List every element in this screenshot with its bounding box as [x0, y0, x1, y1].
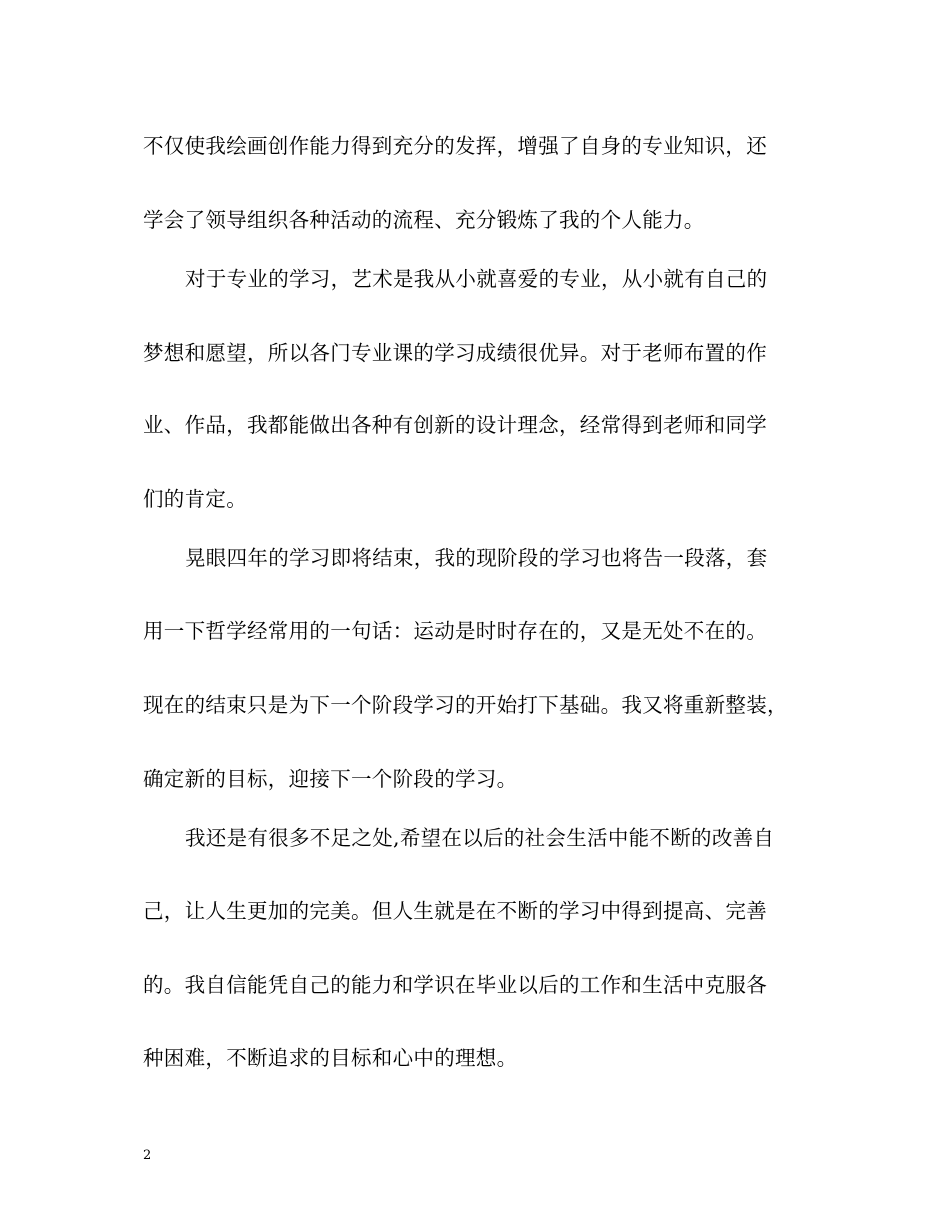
- text-line: 学会了领导组织各种活动的流程、充分锻炼了我的个人能力。: [143, 208, 705, 232]
- text-line: 现在的结束只是为下一个阶段学习的开始打下基础。我又将重新整装，: [143, 693, 788, 717]
- text-line: 己，让人生更加的完美。但人生就是在不断的学习中得到提高、完善: [143, 899, 767, 923]
- text-line: 梦想和愿望，所以各门专业课的学习成绩很优异。对于老师布置的作: [143, 341, 767, 365]
- text-line: 确定新的目标，迎接下一个阶段的学习。: [143, 767, 518, 791]
- text-line: 的。我自信能凭自己的能力和学识在毕业以后的工作和生活中克服各: [143, 973, 767, 997]
- paragraph-first-line: 对于专业的学习，艺术是我从小就喜爱的专业，从小就有自己的: [185, 267, 768, 291]
- text-line: 用一下哲学经常用的一句话：运动是时时存在的，又是无处不在的。: [143, 619, 767, 643]
- page-number: 2: [143, 1148, 152, 1163]
- text-line: 不仅使我绘画创作能力得到充分的发挥，增强了自身的专业知识，还: [143, 134, 767, 158]
- text-line: 业、作品，我都能做出各种有创新的设计理念，经常得到老师和同学: [143, 413, 767, 437]
- paragraph-first-line: 我还是有很多不足之处,希望在以后的社会生活中能不断的改善自: [185, 826, 775, 850]
- paragraph-first-line: 晃眼四年的学习即将结束，我的现阶段的学习也将告一段落，套: [185, 546, 768, 570]
- text-line: 们的肯定。: [143, 487, 247, 511]
- text-line: 种困难，不断追求的目标和心中的理想。: [143, 1046, 518, 1070]
